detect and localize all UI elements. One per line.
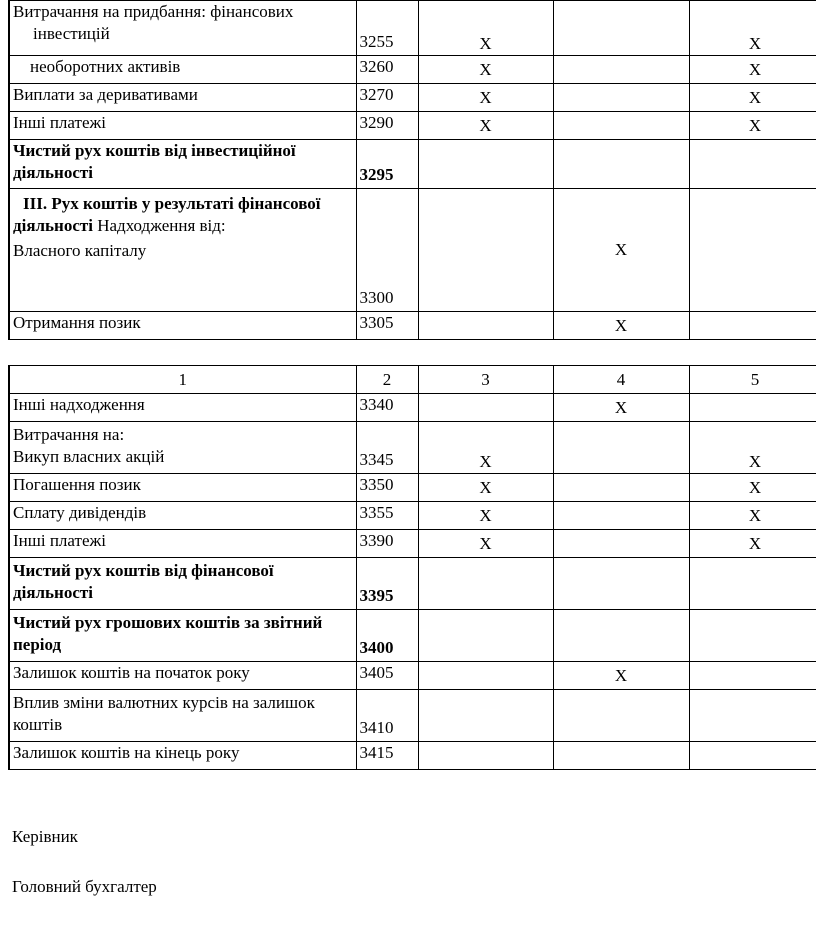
cell-col5 <box>689 690 816 742</box>
row-label <box>9 690 356 742</box>
column-header-3: 3 <box>418 366 553 394</box>
row-code: 3415 <box>356 742 418 770</box>
cell-col5: Х <box>689 56 816 84</box>
row-code: 3345 <box>356 422 418 474</box>
row-code: 3255 <box>356 1 418 56</box>
cell-col3: Х <box>418 56 553 84</box>
row-label: Залишок коштів на початок року <box>9 662 356 690</box>
section-title-continued: діяльності <box>13 216 93 235</box>
cell-col3 <box>418 610 553 662</box>
cell-col4: Х <box>553 394 689 422</box>
row-code: 3350 <box>356 474 418 502</box>
cell-col4 <box>553 474 689 502</box>
table-row <box>9 610 816 662</box>
cell-col4: Х <box>553 312 689 340</box>
row-label: Інші платежі <box>9 112 356 140</box>
cell-col4 <box>553 56 689 84</box>
cell-col3 <box>418 394 553 422</box>
cell-col3 <box>418 312 553 340</box>
cell-col4 <box>553 140 689 189</box>
row-label-line: Власного капіталу <box>13 241 147 260</box>
row-label <box>9 558 356 610</box>
row-label <box>9 1 356 56</box>
row-label: Залишок коштів на кінець року <box>9 742 356 770</box>
table-row <box>9 422 816 474</box>
row-code: 3340 <box>356 394 418 422</box>
row-label-line: діяльності <box>13 583 93 602</box>
cell-col3 <box>418 662 553 690</box>
row-label <box>9 610 356 662</box>
table-row <box>9 530 816 558</box>
cell-col5 <box>689 312 816 340</box>
chief-accountant-signature-label: Головний бухгалтер <box>12 877 157 896</box>
cell-col3: Х <box>418 502 553 530</box>
cell-col5: Х <box>689 1 816 56</box>
cell-col5: Х <box>689 422 816 474</box>
table-row <box>9 690 816 742</box>
cell-col4 <box>553 502 689 530</box>
table-row <box>9 1 816 56</box>
table-row <box>9 558 816 610</box>
cell-col5: Х <box>689 530 816 558</box>
cell-col5 <box>689 394 816 422</box>
cell-col5: Х <box>689 84 816 112</box>
cell-col3: Х <box>418 84 553 112</box>
row-label <box>9 189 356 312</box>
column-header-4: 4 <box>553 366 689 394</box>
cell-col5 <box>689 140 816 189</box>
cell-col5 <box>689 662 816 690</box>
row-code: 3400 <box>356 610 418 662</box>
table-row <box>9 742 816 770</box>
row-label: Сплату дивідендів <box>9 502 356 530</box>
cell-col4 <box>553 84 689 112</box>
row-label-line: коштів <box>13 715 63 734</box>
table-row <box>9 474 816 502</box>
cell-col3: Х <box>418 112 553 140</box>
table-row <box>9 112 816 140</box>
section-subtitle: Надходження від: <box>92 216 226 235</box>
row-label-line: діяльності <box>13 163 93 182</box>
row-label-line: Чистий рух коштів від інвестиційної <box>13 141 296 160</box>
row-code: 3305 <box>356 312 418 340</box>
row-label-line: Витрачання на: <box>13 425 125 444</box>
row-label: Отримання позик <box>9 312 356 340</box>
row-code: 3410 <box>356 690 418 742</box>
cell-col3: Х <box>418 474 553 502</box>
cash-flow-table-investing <box>8 0 816 340</box>
table-row <box>9 56 816 84</box>
cell-col4 <box>553 1 689 56</box>
cell-col3 <box>418 690 553 742</box>
column-header-5: 5 <box>689 366 816 394</box>
row-label-line: Витрачання на придбання: фінансових <box>13 2 294 21</box>
row-label: Інші платежі <box>9 530 356 558</box>
cell-col5 <box>689 742 816 770</box>
cell-col4 <box>553 558 689 610</box>
cell-col4 <box>553 690 689 742</box>
cell-col5: Х <box>689 112 816 140</box>
cell-col5 <box>689 189 816 312</box>
row-label <box>9 422 356 474</box>
cell-col4: Х <box>553 189 689 312</box>
table-row <box>9 502 816 530</box>
cell-col4 <box>553 742 689 770</box>
cell-col4 <box>553 610 689 662</box>
table-header-row <box>9 366 816 394</box>
cell-col5: Х <box>689 502 816 530</box>
cell-col3 <box>418 189 553 312</box>
row-label: Інші надходження <box>9 394 356 422</box>
cell-col3 <box>418 558 553 610</box>
cell-col3 <box>418 742 553 770</box>
row-label-line: Чистий рух грошових коштів за звітний <box>13 613 323 632</box>
cell-col5 <box>689 558 816 610</box>
row-code: 3300 <box>356 189 418 312</box>
row-code: 3260 <box>356 56 418 84</box>
table-row <box>9 662 816 690</box>
table-row <box>9 189 816 312</box>
row-label-line: період <box>13 635 62 654</box>
row-code: 3355 <box>356 502 418 530</box>
director-signature-label: Керівник <box>12 827 78 846</box>
cell-col4 <box>553 112 689 140</box>
row-label <box>9 140 356 189</box>
row-code: 3390 <box>356 530 418 558</box>
cell-col3: Х <box>418 530 553 558</box>
cell-col5: Х <box>689 474 816 502</box>
row-code: 3405 <box>356 662 418 690</box>
cell-col4 <box>553 530 689 558</box>
column-header-2: 2 <box>356 366 418 394</box>
row-code: 3270 <box>356 84 418 112</box>
row-label-line: Вплив зміни валютних курсів на залишок <box>13 693 315 712</box>
row-label: Погашення позик <box>9 474 356 502</box>
row-code: 3290 <box>356 112 418 140</box>
cell-col3: Х <box>418 422 553 474</box>
cell-col3 <box>418 140 553 189</box>
section-title: ІІІ. Рух коштів у результаті фінансової <box>23 194 321 213</box>
row-label-line: інвестицій <box>33 24 110 43</box>
row-code: 3295 <box>356 140 418 189</box>
table-row <box>9 140 816 189</box>
row-code: 3395 <box>356 558 418 610</box>
row-label: необоротних активів <box>9 56 356 84</box>
table-row <box>9 84 816 112</box>
cell-col4 <box>553 422 689 474</box>
row-label-line: Чистий рух коштів від фінансової <box>13 561 274 580</box>
cell-col3: Х <box>418 1 553 56</box>
cell-col5 <box>689 610 816 662</box>
table-row <box>9 394 816 422</box>
cell-col4: Х <box>553 662 689 690</box>
row-label: Виплати за деривативами <box>9 84 356 112</box>
column-header-1: 1 <box>9 366 356 394</box>
cash-flow-table-financing <box>8 365 816 770</box>
row-label-line: Викуп власних акцій <box>13 447 165 466</box>
table-row <box>9 312 816 340</box>
